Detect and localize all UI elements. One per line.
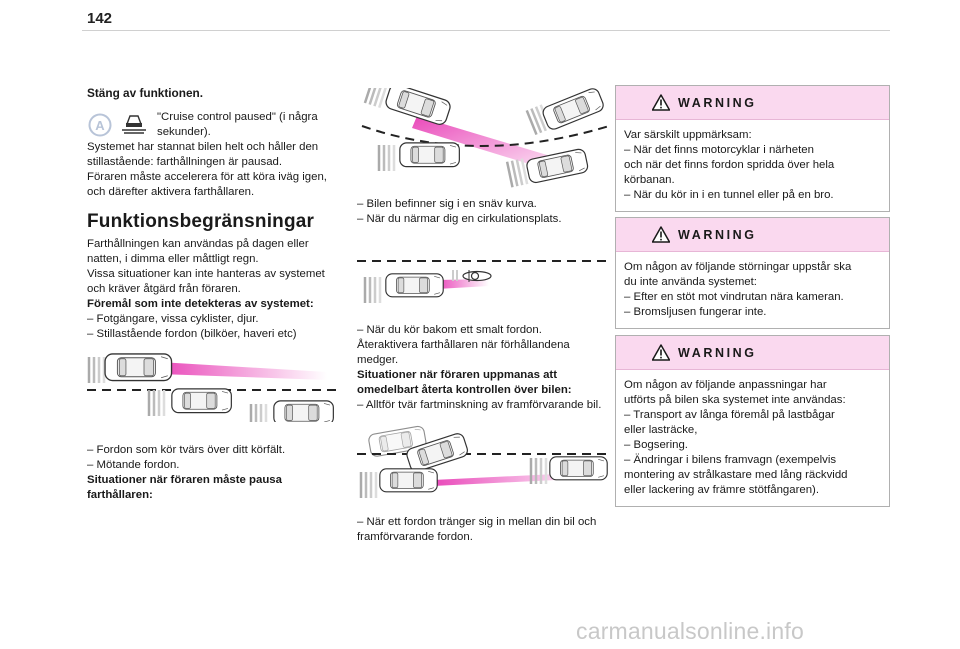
svg-text:A: A (95, 118, 105, 133)
bold-line: farthållaren: (87, 489, 153, 501)
bold-line: omedelbart återta kontrollen över bilen: (357, 384, 572, 396)
list-item: – När ett fordon tränger sig in mellan din bil och (357, 516, 597, 528)
text-line: utförts på bilen ska systemet inte användas: (624, 394, 846, 406)
paragraph-paused (87, 140, 347, 200)
paragraph-crossing (87, 443, 349, 503)
oncoming-car (400, 143, 460, 167)
text-line: montering av strålkastare med lång räckvidd (624, 469, 848, 481)
list-item: – Alltför tvär fartminskning av framförvarande bil. (357, 399, 602, 411)
text-line: Var särskilt uppmärksam: (624, 129, 752, 141)
text-line: och när det finns fordon spridda över hela (624, 159, 835, 171)
crossing-car (172, 389, 232, 413)
lead-car (541, 88, 605, 131)
warning-box-3 (615, 335, 890, 507)
list-item: – Mötande fordon. (87, 459, 180, 471)
list-item: – När du kör in i en tunnel eller på en bro. (624, 189, 834, 201)
warning-title: WARNING (678, 346, 757, 360)
list-item: – Bogsering. (624, 439, 688, 451)
warning-box-1 (615, 85, 890, 212)
watermark: carmanualsonline.info (576, 618, 804, 644)
bold-line: Föremål som inte detekteras av systemet: (87, 298, 314, 310)
list-item: – Fordon som kör tvärs över ditt körfält. (87, 444, 286, 456)
warning-body (616, 370, 889, 506)
own-car (380, 469, 437, 492)
illustration-crossing-oncoming (87, 350, 339, 422)
text-line: Föraren måste accelerera för att köra iväg igen, (87, 171, 327, 183)
bold-line: Situationer när föraren måste pausa (87, 474, 282, 486)
text-line: eller lasträcke, (624, 424, 698, 436)
text-line: och därefter aktivera farthållaren. (87, 186, 255, 198)
warning-title: WARNING (678, 96, 757, 110)
top-divider (82, 30, 890, 31)
illustration-tight-curve (357, 88, 612, 188)
paragraph-limitations (87, 237, 349, 342)
list-item: – Ändringar i bilens framvagn (exempelvis (624, 454, 837, 466)
list-item: – Transport av långa föremål på lastbågar (624, 409, 835, 421)
status-indicator-row (87, 110, 342, 142)
own-car (105, 354, 172, 381)
text-line: Om någon av följande anpassningar har (624, 379, 827, 391)
text-line: du inte använda systemet: (624, 276, 757, 288)
list-item: – Fotgängare, vissa cyklister, djur. (87, 313, 259, 325)
cruise-control-a-icon (87, 112, 113, 138)
warning-header (616, 86, 889, 120)
list-item: – Bromsljusen fungerar inte. (624, 306, 767, 318)
warning-triangle-icon (652, 344, 670, 361)
radar-beam (159, 362, 327, 380)
oncoming-car (274, 401, 334, 422)
lead-vehicle-icon (121, 112, 147, 134)
text-line: Vissa situationer kan inte hanteras av systemet (87, 268, 325, 280)
own-car (386, 274, 443, 297)
text-line: stillastående: farthållningen är pausad. (87, 156, 283, 168)
list-item: – Stillastående fordon (bilköer, haveri etc) (87, 328, 297, 340)
warning-header (616, 336, 889, 370)
list-item: – När du kör bakom ett smalt fordon. (357, 324, 542, 336)
list-item: – Bilen befinner sig i en snäv kurva. (357, 198, 537, 210)
subheading-disable: Stäng av funktionen. (87, 86, 204, 100)
text-line: natten, i dimma eller måttligt regn. (87, 253, 259, 265)
section-title: Funktionsbegränsningar (87, 211, 315, 232)
lead-car (550, 457, 607, 480)
text-line: Systemet har stannat bilen helt och håller den (87, 141, 319, 153)
caption-cut-in (357, 515, 619, 545)
text-line: Farthållningen kan användas på dagen eller (87, 238, 309, 250)
warning-triangle-icon (652, 94, 670, 111)
bold-line: Situationer när föraren uppmanas att (357, 369, 558, 381)
text-line: Om någon av följande störningar uppstår ska (624, 261, 852, 273)
warning-triangle-icon (652, 226, 670, 243)
text-line: Återaktivera farthållaren när förhållandena (357, 339, 570, 351)
text-line: eller lackering av främre stötfångaren). (624, 484, 819, 496)
list-item: – När det finns motorcyklar i närheten (624, 144, 814, 156)
caption-curve (357, 197, 612, 227)
warning-body (616, 252, 889, 328)
illustration-narrow-vehicle (357, 255, 612, 310)
page-number: 142 (87, 10, 113, 27)
status-message: "Cruise control paused" (i några sekunder). (157, 111, 318, 138)
warning-title: WARNING (678, 228, 757, 242)
text-line: framförvarande fordon. (357, 531, 473, 543)
warning-header (616, 218, 889, 252)
text-line: och kräver åtgärd från föraren. (87, 283, 241, 295)
text-line: medger. (357, 354, 399, 366)
list-item: – När du närmar dig en cirkulationsplats. (357, 213, 562, 225)
text-line: körbanan. (624, 174, 675, 186)
caption-narrow (357, 323, 619, 413)
illustration-cut-in (357, 420, 612, 502)
warning-box-2 (615, 217, 890, 329)
warning-body (616, 120, 889, 211)
list-item: – Efter en stöt mot vindrutan nära kameran. (624, 291, 844, 303)
